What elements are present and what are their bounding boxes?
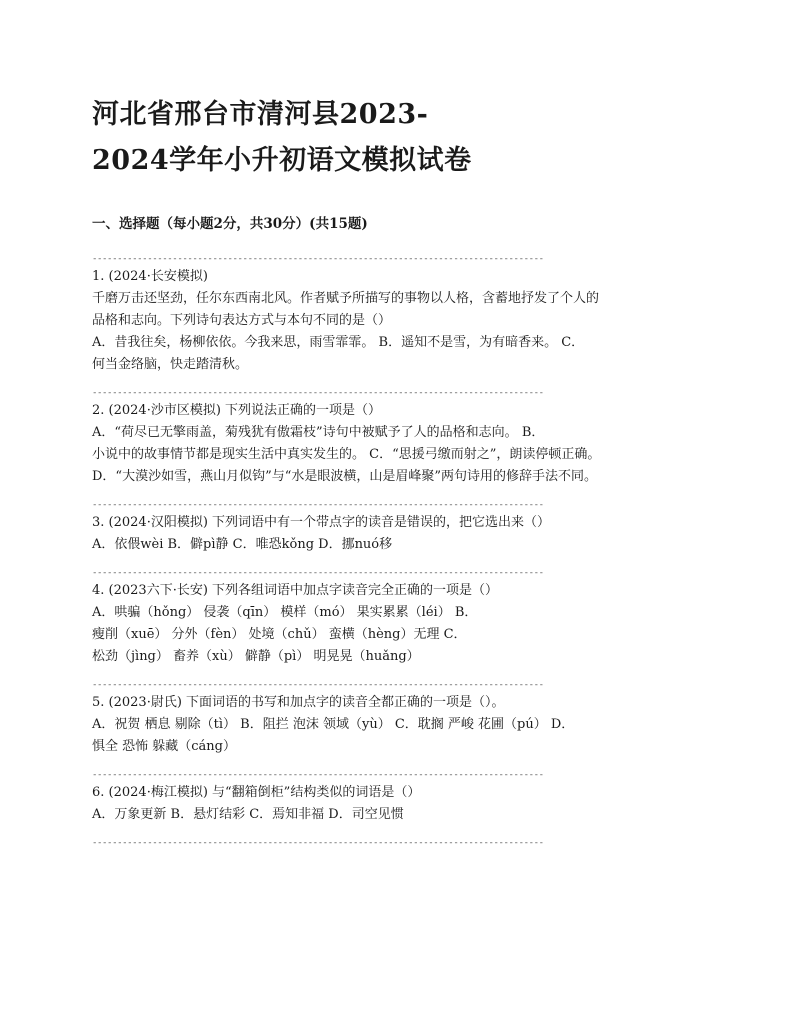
question-text-line: A．昔我往矣，杨柳依依。今我来思，雨雪霏霏。 B．遥知不是雪，为有暗香来。 C． bbox=[92, 335, 585, 350]
question-text-line: 小说中的故事情节都是现实生活中真实发生的。 C．“思援弓缴而射之”，朗读停顿正确。 bbox=[92, 447, 601, 462]
question-text-line: 松劲（jìng） 畜养（xù） 僻静（pì） 明晃晃（huǎng） bbox=[92, 649, 420, 664]
question-text-line: A．“荷尽已无擎雨盖，菊残犹有傲霜枝”诗句中被赋予了人的品格和志向。 B． bbox=[92, 425, 545, 440]
question-stem: 4. (2023六下·长安) 下列各组词语中加点字读音完全正确的一项是（） bbox=[92, 583, 499, 598]
question-item bbox=[92, 566, 734, 668]
exam-title-line-1: 河北省邢台市清河县2023- bbox=[92, 99, 429, 130]
question-divider: ------------------------------------------------------------------------------------------ bbox=[92, 568, 544, 578]
end-divider: ------------------------------------------------------------------------------------------ bbox=[92, 838, 544, 848]
question-item bbox=[92, 252, 734, 376]
question-divider: ------------------------------------------------------------------------------------------ bbox=[92, 388, 544, 398]
question-divider: ------------------------------------------------------------------------------------------ bbox=[92, 500, 544, 510]
exam-title-line-2: 2024学年小升初语文模拟试卷 bbox=[92, 145, 472, 176]
question-text-line: A．哄骗（hǒng） 侵袭（qīn） 模样（mó） 果实累累（léi） B． bbox=[92, 605, 478, 620]
question-text-line: 惧全 恐怖 躲藏（cáng） bbox=[92, 739, 236, 754]
question-text-line: D．“大漠沙如雪，燕山月似钩”与“水是眼波横，山是眉峰聚”两句诗用的修辞手法不同。 bbox=[92, 469, 598, 484]
question-stem: 6. (2024·梅江模拟) 与“翻箱倒柜”结构类似的词语是（） bbox=[92, 785, 421, 800]
question-text-line: A．祝贺 栖息 剔除（tì） B．阻拦 泡沫 领域（yù） C．耽搁 严峻 花圃（pú） D． bbox=[92, 717, 575, 732]
question-text-line: 品格和志向。下列诗句表达方式与本句不同的是（） bbox=[92, 313, 392, 328]
question-item bbox=[92, 678, 734, 758]
question-item bbox=[92, 768, 734, 826]
question-divider: ------------------------------------------------------------------------------------------ bbox=[92, 680, 544, 690]
question-stem: 1. (2024·长安模拟) bbox=[92, 269, 208, 284]
question-list bbox=[92, 252, 734, 850]
question-text-line: 千磨万击还坚劲，任尔东西南北风。作者赋予所描写的事物以人格，含蓄地抒发了个人的 bbox=[92, 291, 600, 306]
question-text-line: A．万象更新 B．悬灯结彩 C．焉知非福 D．司空见惯 bbox=[92, 807, 404, 822]
question-stem: 5. (2023·尉氏) 下面词语的书写和加点字的读音全都正确的一项是（）。 bbox=[92, 695, 505, 710]
question-stem: 3. (2024·汉阳模拟) 下列词语中有一个带点字的读音是错误的，把它选出来（） bbox=[92, 515, 551, 530]
question-divider: ------------------------------------------------------------------------------------------ bbox=[92, 770, 544, 780]
question-item bbox=[92, 498, 734, 556]
question-item bbox=[92, 386, 734, 488]
question-text-line: 瘦削（xuē） 分外（fèn） 处境（chǔ） 蛮横（hèng）无理 C． bbox=[92, 627, 467, 642]
question-stem: 2. (2024·沙市区模拟) 下列说法正确的一项是（） bbox=[92, 403, 382, 418]
section-heading: 一、选择题（每小题2分，共30分）(共15题) bbox=[92, 216, 368, 232]
question-divider: ------------------------------------------------------------------------------------------ bbox=[92, 254, 544, 264]
question-text-line: 何当金络脑，快走踏清秋。 bbox=[92, 357, 249, 372]
question-text-line: A．依偎wèi B．僻pì静 C．唯恐kǒng D．挪nuó移 bbox=[92, 537, 393, 552]
